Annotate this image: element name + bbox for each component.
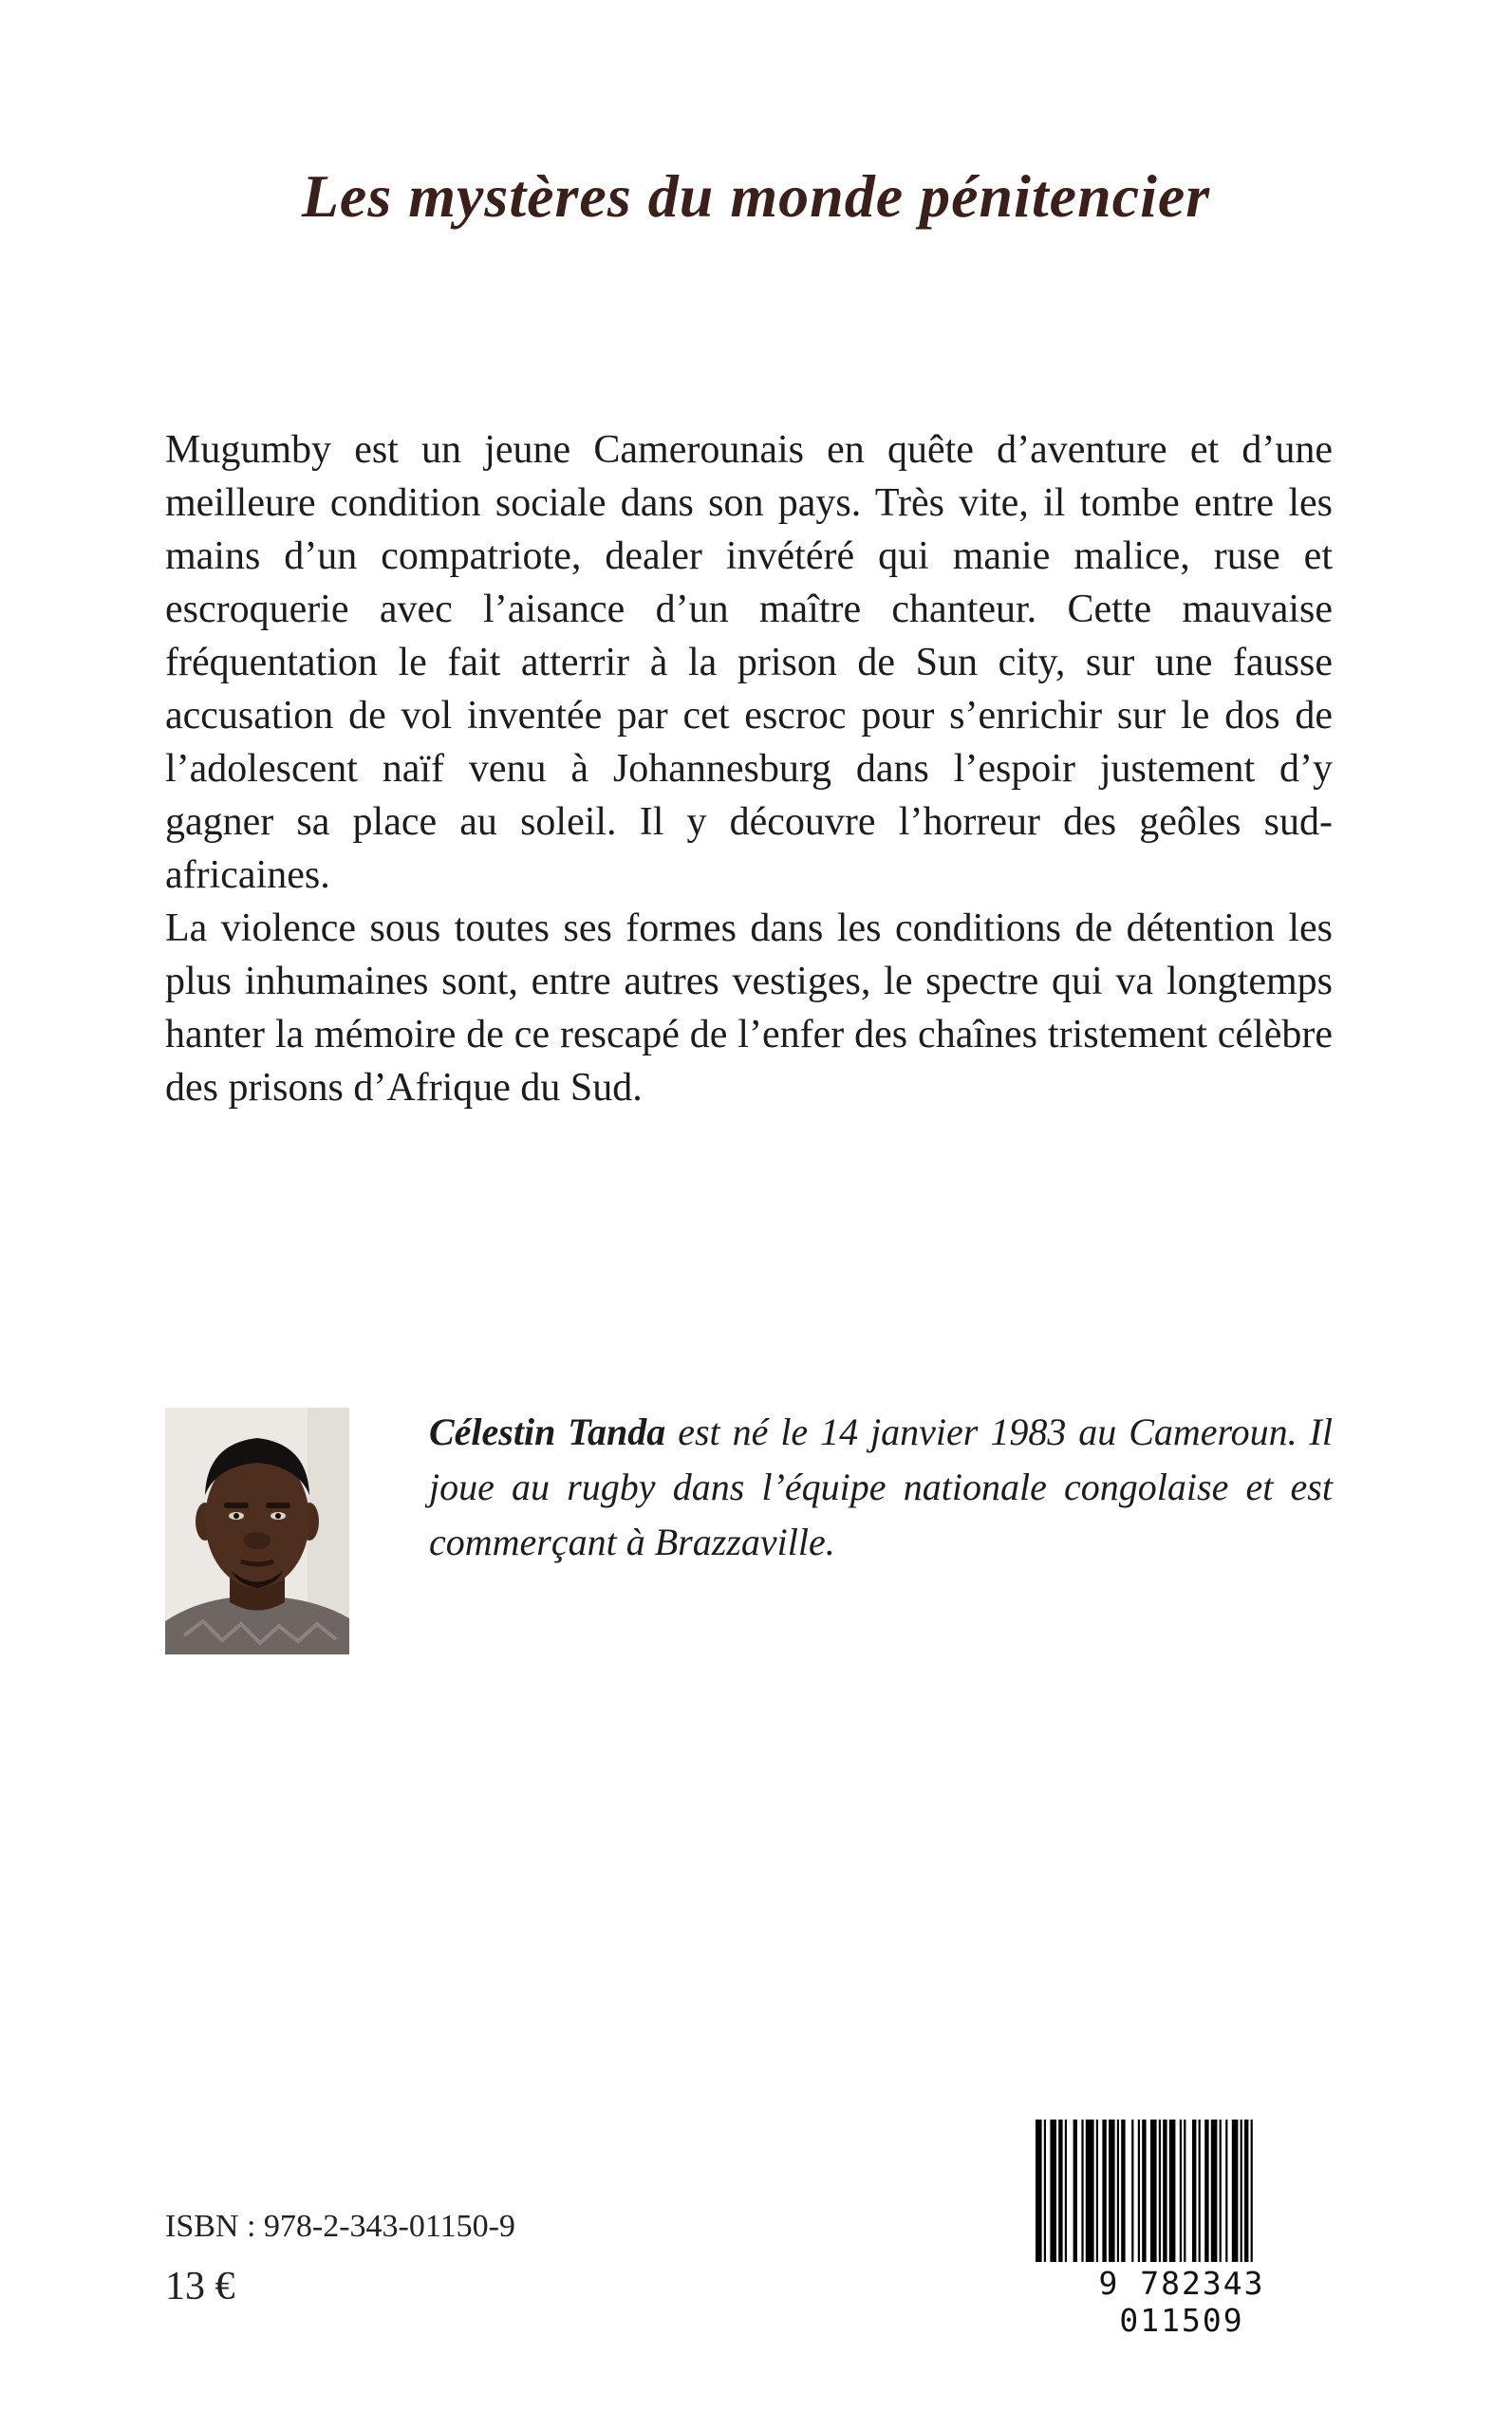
barcode-bar xyxy=(1180,2120,1182,2262)
barcode-bar xyxy=(1065,2120,1067,2262)
barcode-bar xyxy=(1058,2120,1062,2262)
barcode-bar xyxy=(1117,2120,1119,2262)
barcode-bars xyxy=(1030,2120,1334,2262)
book-title: Les mystères du monde pénitencier xyxy=(301,162,1211,230)
barcode-bar xyxy=(1204,2120,1208,2262)
barcode-bar xyxy=(1086,2120,1094,2262)
barcode-bar xyxy=(1192,2120,1196,2262)
synopsis-paragraph-1: Mugumby est un jeune Camerounais en quête d’aventure et d’une meilleure condition sociale dans son pays. Très vite, il tombe entre les mains d’un compatriote, dealer invétéré qui manie malice, ruse et escroquerie avec l’aisance d’un maître chanteur. Cette mauvaise fréquentation le fait atterrir à la prison de Sun city, sur une fausse accusation de vol inventée par cet escroc pour s’enrichir sur le dos de l’adolescent naïf venu à Johannesburg dans l’espoir justement d’y gagner sa place au soleil. Il y découvre l’horreur des geôles sud-africaines. xyxy=(165,428,1333,897)
barcode-bar xyxy=(1251,2120,1253,2262)
barcode-bar xyxy=(1102,2120,1106,2262)
barcode-bar xyxy=(1138,2120,1140,2262)
barcode-bar xyxy=(1096,2120,1098,2262)
barcode-digits: 9 782343 011509 xyxy=(1030,2265,1334,2339)
barcode-bar xyxy=(1163,2120,1167,2262)
barcode-bar xyxy=(1109,2120,1115,2262)
author-photo xyxy=(165,1408,349,1654)
author-bio-text: est né le 14 janvier 1983 au Cameroun. Il joue au rugby dans l’équipe nationale congolaise et est commerçant à Brazzaville. xyxy=(429,1411,1333,1563)
barcode-bar xyxy=(1142,2120,1146,2262)
barcode-bar xyxy=(1131,2120,1133,2262)
barcode-bar xyxy=(1073,2120,1077,2262)
barcode-bar xyxy=(1199,2120,1201,2262)
barcode-bar xyxy=(1220,2120,1222,2262)
author-portrait-image xyxy=(165,1408,349,1654)
barcode-bar xyxy=(1050,2120,1056,2262)
price: 13 € xyxy=(165,2265,235,2308)
synopsis-paragraph-2: La violence sous toutes ses formes dans les conditions de détention les plus inhumaines sont, entre autres vestiges, le spectre qui va longtemps hanter la mémoire de ce rescapé de l’enfer des chaînes tristement célèbre des prisons d’Afrique du Sud. xyxy=(165,906,1333,1110)
isbn: ISBN : 978-2-343-01150-9 xyxy=(165,2209,515,2244)
barcode-bar xyxy=(1150,2120,1157,2262)
author-name: Célestin Tanda xyxy=(429,1411,666,1453)
barcode-bar xyxy=(1232,2120,1239,2262)
author-bio xyxy=(429,1405,1333,1570)
synopsis xyxy=(165,423,1333,1114)
barcode-bar xyxy=(1184,2120,1185,2262)
barcode-bar xyxy=(1159,2120,1161,2262)
barcode-bar xyxy=(1169,2120,1176,2262)
barcode-bar xyxy=(1241,2120,1242,2262)
barcode-bar xyxy=(1044,2120,1046,2262)
barcode-bar xyxy=(1121,2120,1125,2262)
barcode-bar xyxy=(1081,2120,1083,2262)
barcode-bar xyxy=(1244,2120,1248,2262)
barcode-bar xyxy=(1211,2120,1218,2262)
barcode-bar xyxy=(1225,2120,1227,2262)
barcode-bar xyxy=(1036,2120,1042,2262)
